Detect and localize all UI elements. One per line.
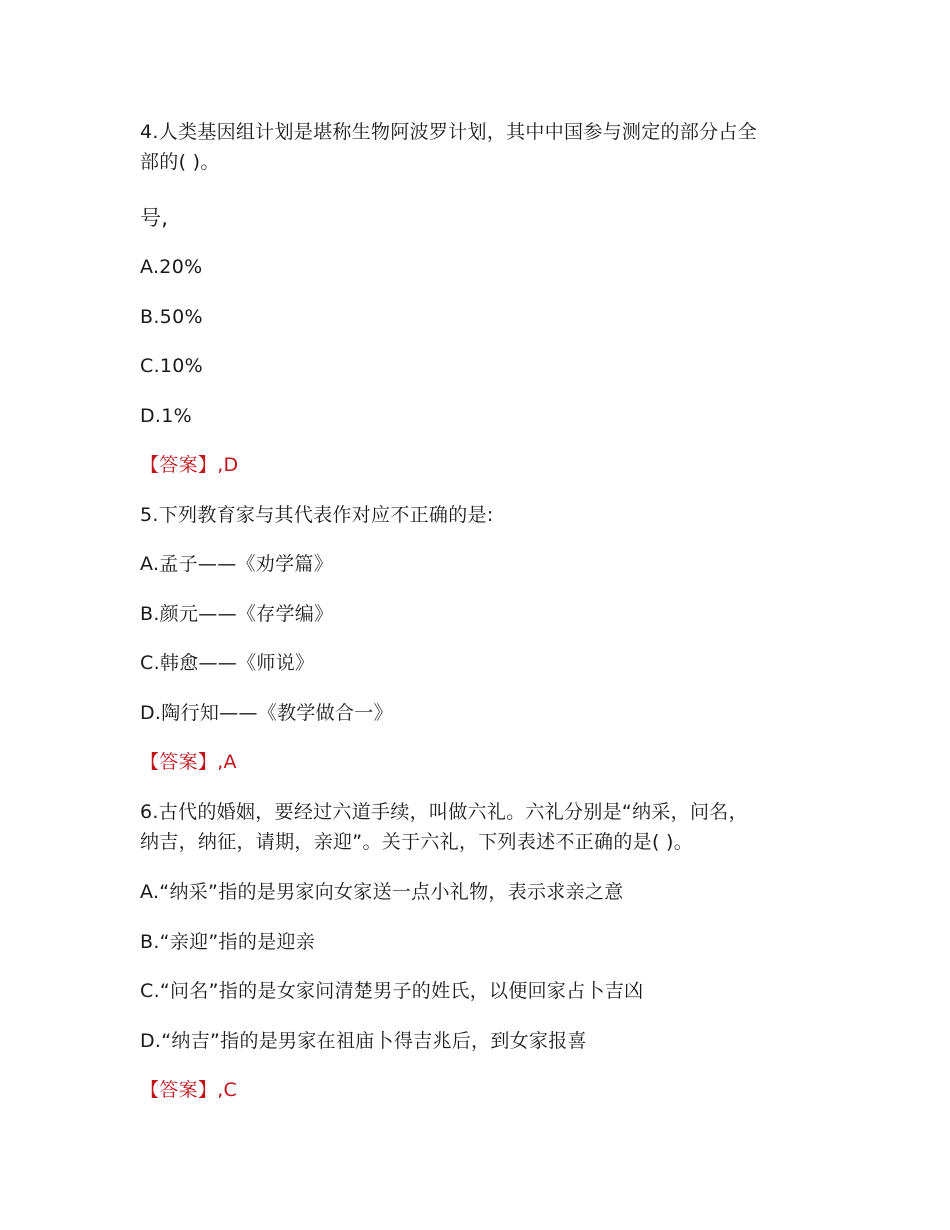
q6-answer bbox=[140, 1076, 237, 1104]
q6-option-c: C.“问名”指的是女家问清楚男子的姓氏，以便回家占卜吉凶 bbox=[140, 980, 644, 1002]
q5-answer-value: ,A bbox=[217, 751, 237, 773]
q5-option-a: A.孟子——《劝学篇》 bbox=[140, 553, 334, 575]
q4-stem-line1: 4.人类基因组计划是堪称生物阿波罗计划，其中中国参与测定的部分占全 bbox=[140, 121, 758, 143]
q5-answer-label: 【答案】 bbox=[140, 751, 218, 773]
q6-stem-line1: 6.古代的婚姻，要经过六道手续，叫做六礼。六礼分别是“纳采，问名， bbox=[140, 801, 748, 823]
q4-answer-label: 【答案】 bbox=[140, 454, 218, 476]
q6-option-d: D.“纳吉”指的是男家在祖庙卜得吉兆后，到女家报喜 bbox=[140, 1030, 587, 1052]
q6-answer-value: ,C bbox=[217, 1079, 238, 1101]
q4-answer bbox=[140, 451, 238, 479]
q4-option-c: C.10% bbox=[140, 355, 204, 377]
q6-stem-line2: 纳吉，纳征，请期，亲迎”。关于六礼，下列表述不正确的是( )。 bbox=[140, 831, 694, 853]
q5-stem: 5.下列教育家与其代表作对应不正确的是: bbox=[140, 504, 494, 526]
q5-option-b: B.颜元——《存学编》 bbox=[140, 603, 334, 625]
q4-option-a: A.20% bbox=[140, 256, 203, 278]
q6-option-a: A.“纳采”指的是男家向女家送一点小礼物，表示求亲之意 bbox=[140, 881, 624, 903]
q4-option-b: B.50% bbox=[140, 306, 203, 328]
q4-fragment: 号, bbox=[140, 206, 169, 230]
q5-option-d: D.陶行知——《教学做合一》 bbox=[140, 702, 393, 724]
q5-answer bbox=[140, 748, 237, 776]
q4-answer-value: ,D bbox=[217, 454, 239, 476]
q6-answer-label: 【答案】 bbox=[140, 1079, 218, 1101]
q5-option-c: C.韩愈——《师说》 bbox=[140, 652, 315, 674]
q4-stem-line2: 部的( )。 bbox=[140, 151, 220, 173]
q4-option-d: D.1% bbox=[140, 405, 193, 427]
q6-option-b: B.“亲迎”指的是迎亲 bbox=[140, 931, 316, 953]
